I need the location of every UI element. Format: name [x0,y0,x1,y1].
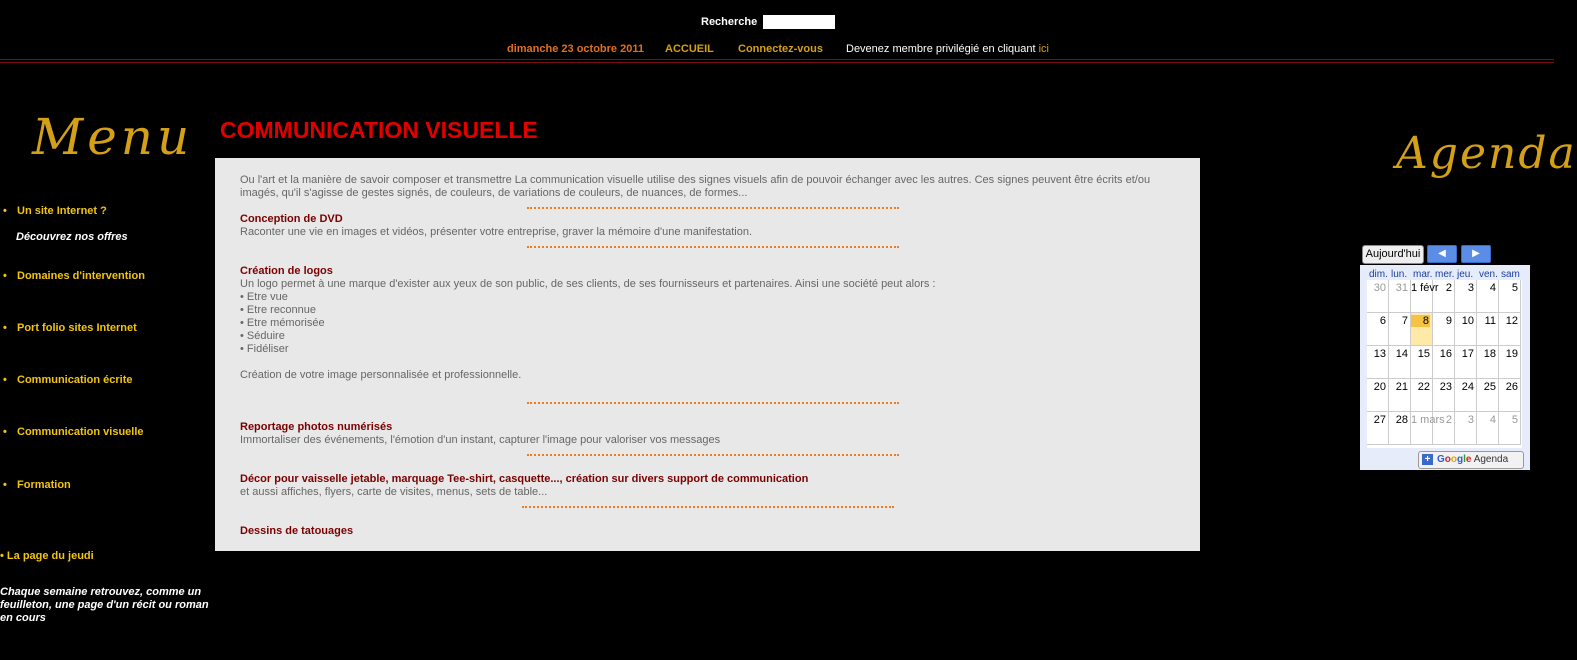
calendar-day-number: 16 [1439,348,1452,360]
section-title-decor: Décor pour vaisselle jetable, marquage Tee-shirt, casquette..., création sur divers support de communication [240,473,809,485]
agenda-title: Agenda [1396,128,1577,179]
search-label: Recherche [701,16,758,28]
calendar-day-number: 10 [1461,315,1474,327]
calendar-day-number: 12 [1505,315,1518,327]
weekday-header: sam [1501,269,1520,280]
calendar-day-number: 9 [1445,315,1452,327]
menu-title: Menu [32,108,194,166]
member-prompt: Devenez membre privilégié en cliquant [846,43,1036,55]
list-item: • Etre vue [240,291,288,303]
weekday-header: lun. [1391,269,1408,280]
calendar-day[interactable] [1477,379,1499,412]
calendar-day[interactable] [1433,346,1455,379]
member-text [846,43,1049,55]
calendar-day[interactable] [1389,346,1411,379]
bullet-icon: • [3,374,7,386]
section-footer-logos: Création de votre image personnalisée et professionnelle. [240,369,522,381]
calendar-day-number: 26 [1505,381,1518,393]
login-link[interactable]: Connectez-vous [738,43,823,55]
menu-item-communication-ecrite[interactable] [3,374,133,386]
calendar-day-number: 22 [1417,381,1430,393]
calendar-day-number: 11 [1484,315,1496,327]
menu-item-portfolio[interactable] [3,322,137,334]
dotted-separator [527,246,899,248]
badge-label: Agenda [1473,454,1509,465]
section-text-logos: Un logo permet à une marque d'exister aux yeux de son public, de ses clients, de ses fournisseurs et partenaires. Ainsi une société peut alors : [240,278,936,290]
calendar-day[interactable] [1411,412,1445,445]
calendar-day-number: 25 [1483,381,1496,393]
intro-text: Ou l'art et la manière de savoir composer et transmettre La communication visuelle utilise des signes visuels afin de pouvoir échanger avec les autres. Ces signes peuvent être écrits et/ou imagés, qu'il s'agisse de gestes signés, de couleurs, de variations de couleurs, de nuances, de formes... [240,174,1151,199]
calendar-day[interactable] [1411,346,1433,379]
calendar-day-number: 5 [1511,414,1518,426]
bullet-icon: • [0,550,7,562]
calendar-day-number: 19 [1505,348,1518,360]
calendar-widget [1360,265,1530,470]
calendar-day[interactable] [1477,412,1499,445]
plus-icon: + [1422,454,1433,465]
today-button[interactable]: Aujourd'hui [1362,245,1424,264]
weekday-header: mar. [1413,269,1433,280]
calendar-day-number: 7 [1401,315,1408,327]
menu-item-domaines[interactable] [3,270,145,282]
section-text-decor: et aussi affiches, flyers, carte de visites, menus, sets de table... [240,486,548,498]
menu-item-formation[interactable] [3,479,71,491]
menu-item-label: Formation [17,479,71,491]
google-agenda-badge[interactable]: + Google Agenda [1418,451,1524,469]
calendar-day-number: 21 [1395,381,1408,393]
calendar-day[interactable] [1499,412,1521,445]
menu-item-label: La page du jeudi [6,550,94,562]
menu-item-site-internet[interactable] [3,205,107,217]
menu-item-label: Domaines d'intervention [17,270,145,282]
content-panel [215,158,1200,551]
weekday-header: dim. [1369,269,1388,280]
current-date: dimanche 23 octobre 2011 [507,43,644,55]
calendar-day-number: 23 [1439,381,1452,393]
calendar-day[interactable] [1455,313,1477,346]
calendar-day-number: 8 [1411,315,1430,327]
weekday-header: ven. [1479,269,1498,280]
page-title: COMMUNICATION VISUELLE [220,117,538,143]
menu-item-page-jeudi[interactable] [0,550,94,562]
calendar-day-number: 1 mars [1411,414,1445,426]
calendar-day[interactable] [1367,346,1389,379]
bullet-icon: • [3,205,7,217]
calendar-day-number: 28 [1395,414,1408,426]
home-link[interactable]: ACCUEIL [665,43,714,55]
calendar-day[interactable] [1367,412,1389,445]
calendar-day[interactable] [1477,280,1499,313]
calendar-day-number: 20 [1373,381,1386,393]
calendar-day[interactable] [1477,313,1499,346]
menu-sub-offres[interactable]: Découvrez nos offres [16,231,128,243]
calendar-day[interactable] [1433,379,1455,412]
calendar-day[interactable] [1499,346,1521,379]
calendar-day[interactable] [1367,379,1389,412]
weekday-header: jeu. [1457,269,1474,280]
header-divider-2 [0,62,1554,63]
section-text-dvd: Raconter une vie en images et vidéos, présenter votre entreprise, graver la mémoire d'une manifestation. [240,226,753,238]
dotted-separator [527,207,899,209]
bullet-icon: • [3,426,7,438]
menu-item-label: Port folio sites Internet [17,322,137,334]
section-title-logos: Création de logos [240,265,333,277]
calendar-day-number: 3 [1467,414,1474,426]
section-title-tatouages: Dessins de tatouages [240,525,354,537]
calendar-day-number: 4 [1489,414,1496,426]
calendar-day-number: 17 [1461,348,1474,360]
calendar-day-number: 18 [1483,348,1496,360]
menu-item-communication-visuelle[interactable] [3,426,144,438]
list-item: • Etre mémorisée [240,317,325,329]
calendar-day[interactable] [1389,379,1411,412]
calendar-day-number: 1 févr [1411,282,1439,294]
logo-benefits-list [240,291,325,356]
calendar-day[interactable] [1389,412,1411,445]
calendar-day[interactable] [1367,280,1389,313]
calendar-day-number: 24 [1461,381,1474,393]
search-input[interactable] [763,15,835,29]
calendar-day-number: 6 [1379,315,1386,327]
calendar-day[interactable] [1499,379,1521,412]
bullet-icon: • [3,322,7,334]
member-link[interactable]: ici [1038,43,1049,55]
right-arrow-icon[interactable]: ▶ [1461,245,1491,263]
calendar-day-number: 4 [1489,282,1496,294]
calendar-day-number: 13 [1373,348,1386,360]
header-divider [0,59,1554,60]
menu-item-label: Un site Internet ? [17,205,107,217]
menu-item-label: Communication écrite [17,374,133,386]
section-title-reportage: Reportage photos numérisés [240,421,393,433]
calendar-day-number: 15 [1417,348,1430,360]
list-item: • Fidéliser [240,343,289,355]
left-arrow-icon[interactable]: ◀ [1427,245,1457,263]
calendar-day-number: 3 [1467,282,1474,294]
dotted-separator [527,454,899,456]
calendar-day-number: 27 [1373,414,1386,426]
calendar-day-number: 14 [1395,348,1408,360]
calendar-day-number: 2 [1445,414,1452,426]
calendar-day-number: 31 [1395,282,1408,294]
calendar-day[interactable] [1499,313,1521,346]
calendar-day[interactable] [1455,346,1477,379]
calendar-day[interactable] [1367,313,1389,346]
weekday-header: mer. [1435,269,1455,280]
bullet-icon: • [3,479,7,491]
calendar-day[interactable] [1499,280,1521,313]
calendar-day[interactable] [1455,379,1477,412]
calendar-day[interactable] [1411,313,1433,346]
page-jeudi-description: Chaque semaine retrouvez, comme un feuilleton, une page d'un récit ou roman en cours [0,586,209,624]
calendar-day[interactable] [1433,280,1455,313]
calendar-day[interactable] [1477,346,1499,379]
calendar-day[interactable] [1411,379,1433,412]
calendar-day-number: 30 [1373,282,1386,294]
calendar-day[interactable] [1389,280,1411,313]
dotted-separator [522,506,894,508]
calendar-day[interactable] [1433,412,1455,445]
list-item: • Etre reconnue [240,304,317,316]
calendar-day[interactable] [1433,313,1455,346]
calendar-grid [1367,280,1522,448]
calendar-day[interactable] [1389,313,1411,346]
dotted-separator [527,402,899,404]
calendar-day[interactable] [1455,280,1477,313]
section-text-reportage: Immortaliser des événements, l'émotion d'un instant, capturer l'image pour valoriser vos messages [240,434,721,446]
calendar-day[interactable] [1455,412,1477,445]
calendar-day[interactable] [1411,280,1439,313]
calendar-day-number: 2 [1445,282,1452,294]
section-title-dvd: Conception de DVD [240,213,343,225]
list-item: • Séduire [240,330,285,342]
calendar-day-number: 5 [1511,282,1518,294]
bullet-icon: • [3,270,7,282]
menu-item-label: Communication visuelle [17,426,144,438]
